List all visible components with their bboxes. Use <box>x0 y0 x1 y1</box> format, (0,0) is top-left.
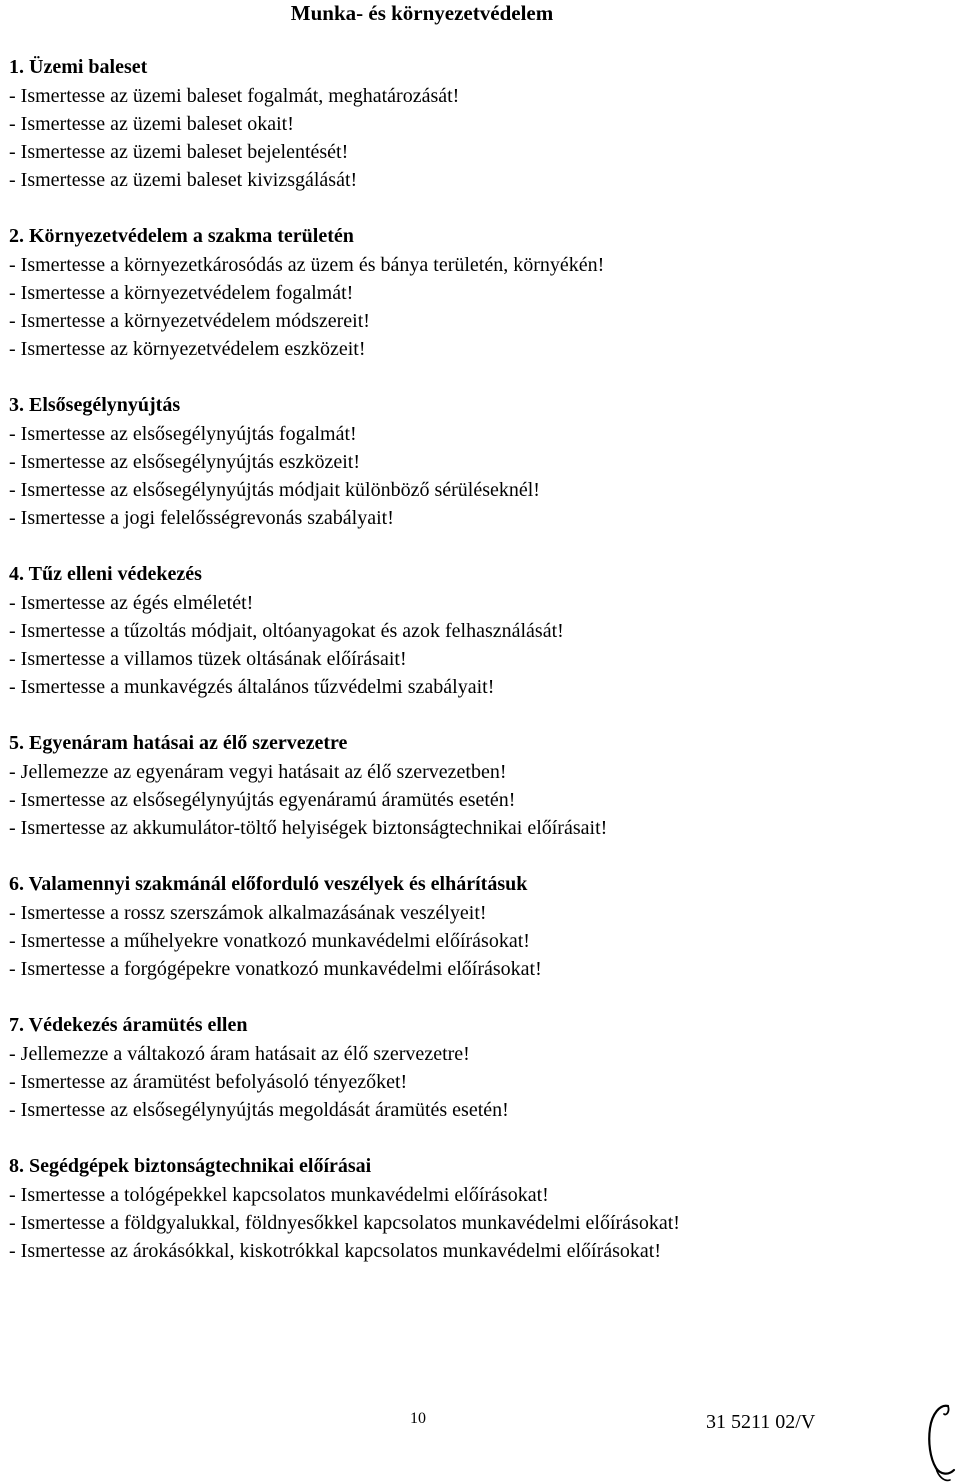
section-7 <box>9 1011 949 1124</box>
section-6 <box>9 870 949 983</box>
section-item: - Ismertesse a villamos tüzek oltásának előírásait! <box>9 648 407 670</box>
section-list <box>9 53 949 1293</box>
section-1 <box>9 53 949 194</box>
section-item: - Ismertesse a környezetkárosódás az üzem és bánya területén, környékén! <box>9 254 605 276</box>
section-heading: 8. Segédgépek biztonságtechnikai előírásai <box>9 1155 372 1177</box>
section-item: - Ismertesse az üzemi baleset fogalmát, meghatározását! <box>9 85 460 107</box>
section-item: - Ismertesse a környezetvédelem módszereit! <box>9 310 370 332</box>
section-item: - Ismertesse a műhelyekre vonatkozó munkavédelmi előírásokat! <box>9 930 530 952</box>
section-item: - Ismertesse a környezetvédelem fogalmát! <box>9 282 354 304</box>
section-4 <box>9 560 949 701</box>
section-5 <box>9 729 949 842</box>
section-item: - Ismertesse az árokásókkal, kiskotrókkal kapcsolatos munkavédelmi előírásokat! <box>9 1240 662 1262</box>
section-item: - Ismertesse az elsősegélynyújtás megoldását áramütés esetén! <box>9 1099 509 1121</box>
section-item: - Ismertesse az akkumulátor-töltő helyiségek biztonságtechnikai előírásait! <box>9 817 608 839</box>
section-item: - Ismertesse az elsősegélynyújtás eszközeit! <box>9 451 360 473</box>
document-title: Munka- és környezetvédelem <box>290 1 554 25</box>
section-8 <box>9 1152 949 1265</box>
section-item: - Ismertesse a forgógépekre vonatkozó munkavédelmi előírásokat! <box>9 958 542 980</box>
section-item: - Ismertesse az elsősegélynyújtás fogalmát! <box>9 423 357 445</box>
section-heading: 3. Elsősegélynyújtás <box>9 394 181 416</box>
section-heading: 5. Egyenáram hatásai az élő szervezetre <box>9 732 348 754</box>
section-item: - Ismertesse az áramütést befolyásoló tényezőket! <box>9 1071 408 1093</box>
section-3 <box>9 391 949 532</box>
section-item: - Ismertesse a munkavégzés általános tűzvédelmi szabályait! <box>9 676 495 698</box>
section-item: - Ismertesse az üzemi baleset kivizsgálását! <box>9 169 358 191</box>
section-heading: 1. Üzemi baleset <box>9 56 148 78</box>
section-item: - Ismertesse a jogi felelősségrevonás szabályait! <box>9 507 394 529</box>
section-item: - Ismertesse a tológépekkel kapcsolatos munkavédelmi előírásokat! <box>9 1184 549 1206</box>
section-item: - Ismertesse az üzemi baleset okait! <box>9 113 294 135</box>
document-code: 31 5211 02/V <box>706 1411 816 1433</box>
section-heading: 2. Környezetvédelem a szakma területén <box>9 225 354 247</box>
section-heading: 6. Valamennyi szakmánál előforduló veszélyek és elhárításuk <box>9 873 528 895</box>
section-item: - Ismertesse a tűzoltás módjait, oltóanyagokat és azok felhasználását! <box>9 620 564 642</box>
page-number: 10 <box>410 1410 426 1427</box>
section-item: - Ismertesse az elsősegélynyújtás egyenáramú áramütés esetén! <box>9 789 516 811</box>
section-heading: 7. Védekezés áramütés ellen <box>9 1014 248 1036</box>
section-item: - Ismertesse a földgyalukkal, földnyesőkkel kapcsolatos munkavédelmi előírásokat! <box>9 1212 680 1234</box>
section-item: - Ismertesse a rossz szerszámok alkalmazásának veszélyeit! <box>9 902 487 924</box>
signature-mark <box>918 1400 960 1484</box>
section-item: - Jellemezze az egyenáram vegyi hatásait az élő szervezetben! <box>9 761 507 783</box>
section-item: - Jellemezze a váltakozó áram hatásait az élő szervezetre! <box>9 1043 470 1065</box>
section-item: - Ismertesse az környezetvédelem eszközeit! <box>9 338 366 360</box>
section-2 <box>9 222 949 363</box>
section-heading: 4. Tűz elleni védekezés <box>9 563 202 585</box>
section-item: - Ismertesse az égés elméletét! <box>9 592 254 614</box>
section-item: - Ismertesse az üzemi baleset bejelentését! <box>9 141 349 163</box>
section-item: - Ismertesse az elsősegélynyújtás módjait különböző sérüléseknél! <box>9 479 540 501</box>
